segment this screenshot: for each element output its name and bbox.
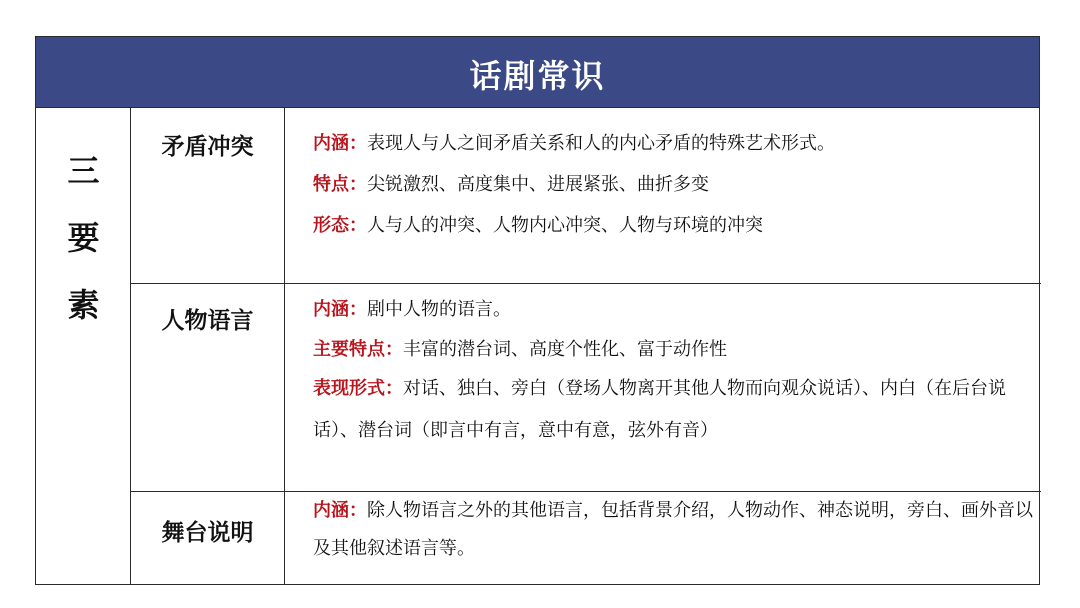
term-description: 除人物语言之外的其他语言，包括背景介绍，人物动作、神态说明，旁白、画外音以及其他叙述语言等。 [313, 500, 1033, 559]
term-label: 主要特点： [313, 339, 403, 360]
row-content-cell [285, 108, 1041, 283]
row-name-cell [131, 492, 285, 585]
group-label-char: 要 [67, 219, 100, 257]
row-name-cell [131, 284, 285, 491]
table-body [36, 108, 1039, 585]
term-label: 内涵： [313, 133, 367, 154]
row-content-cell [285, 284, 1041, 491]
knowledge-table [35, 36, 1040, 585]
term-description: 人与人的冲突、人物内心冲突、人物与环境的冲突 [367, 215, 763, 236]
term-label: 特点： [313, 174, 367, 195]
term-description: 表现人与人之间矛盾关系和人的内心矛盾的特殊艺术形式。 [367, 133, 835, 154]
table-row [131, 284, 1041, 492]
content-line [313, 492, 1037, 568]
content-line [313, 214, 1037, 238]
row-name-cell [131, 108, 285, 283]
content-line [313, 132, 1037, 156]
term-description: 剧中人物的语言。 [367, 299, 511, 320]
group-label-char: 三 [67, 152, 100, 190]
content-line [313, 298, 1037, 322]
term-label: 形态： [313, 215, 367, 236]
content-line [313, 173, 1037, 197]
term-label: 内涵： [313, 299, 367, 320]
group-label-cell [36, 108, 131, 585]
term-description: 丰富的潜台词、高度个性化、富于动作性 [403, 339, 727, 360]
table-header [36, 37, 1039, 108]
table-row [131, 492, 1041, 585]
term-label: 表现形式： [313, 378, 403, 399]
row-name: 舞台说明 [161, 520, 254, 546]
content-line [313, 368, 1037, 452]
term-description: 对话、独白、旁白（登场人物离开其他人物而向观众说话）、内白（在后台说话）、潜台词（即言中有言，意中有意，弦外有音） [313, 378, 1006, 441]
row-name: 矛盾冲突 [161, 134, 254, 160]
row-name: 人物语言 [161, 308, 254, 334]
table-row [131, 108, 1041, 284]
row-content-cell [285, 492, 1041, 585]
term-label: 内涵： [313, 500, 367, 521]
content-line [313, 338, 1037, 362]
group-label-char: 素 [67, 286, 100, 324]
term-description: 尖锐激烈、高度集中、进展紧张、曲折多变 [367, 174, 709, 195]
page-title: 话剧常识 [469, 57, 606, 95]
